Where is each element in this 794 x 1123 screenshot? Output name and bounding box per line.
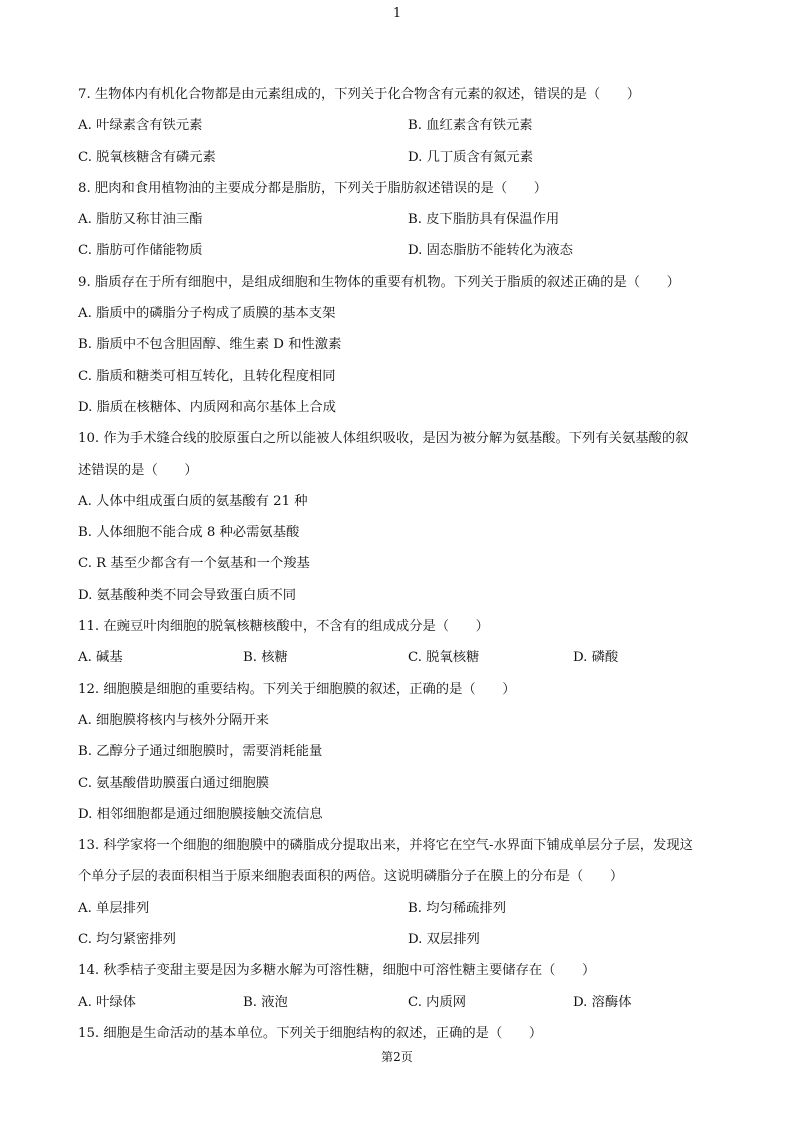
answer-option: A. 脂肪又称甘油三酯: [78, 212, 203, 228]
question-stem: 9. 脂质存在于所有细胞中，是组成细胞和生物体的重要有机物。下列关于脂质的叙述正确的是（ ）: [78, 274, 680, 290]
question-block: [78, 830, 738, 955]
answer-option: B. 皮下脂肪具有保温作用: [408, 212, 560, 228]
answer-option: D. 脂质在核糖体、内质网和高尔基体上合成: [78, 399, 336, 415]
question-block: [78, 674, 738, 830]
answer-option: C. 脱氧核糖含有磷元素: [78, 149, 216, 165]
option-row: [78, 893, 738, 924]
option-row: [78, 642, 738, 673]
option-row: [78, 924, 738, 955]
option-row: [78, 987, 738, 1018]
answer-option: D. 氨基酸种类不同会导致蛋白质不同: [78, 587, 297, 603]
answer-option: D. 几丁质含有氮元素: [408, 149, 534, 165]
answer-option: A. 叶绿素含有铁元素: [78, 118, 203, 134]
answer-option: C. 氨基酸借助膜蛋白通过细胞膜: [78, 775, 270, 791]
answer-option: B. 液泡: [243, 994, 288, 1010]
option-row: [78, 204, 738, 235]
answer-option: B. 乙醇分子通过细胞膜时，需要消耗能量: [78, 744, 323, 760]
page-number: 第2页: [381, 1050, 413, 1064]
question-stem: 8. 肥肉和食用植物油的主要成分都是脂肪，下列关于脂肪叙述错误的是（ ）: [78, 180, 548, 196]
answer-option: C. 内质网: [408, 994, 467, 1010]
option-row: [78, 110, 738, 141]
answer-option: D. 溶酶体: [573, 994, 632, 1010]
answer-option: A. 细胞膜将核内与核外分隔开来: [78, 712, 269, 728]
answer-option: A. 碱基: [78, 650, 123, 666]
answer-option: C. 脱氧核糖: [408, 650, 480, 666]
answer-option: B. 均匀稀疏排列: [408, 900, 507, 916]
question-stem: 个单分子层的表面积相当于原来细胞表面积的两倍。这说明磷脂分子在膜上的分布是（ ）: [78, 869, 624, 885]
question-block: [78, 79, 738, 173]
answer-option: D. 固态脂肪不能转化为液态: [408, 243, 573, 259]
question-block: [78, 611, 738, 674]
question-block: [78, 423, 738, 611]
answer-option: C. 均匀紧密排列: [78, 932, 176, 948]
answer-option: A. 脂质中的磷脂分子构成了质膜的基本支架: [78, 306, 336, 322]
answer-option: C. 脂质和糖类可相互转化，且转化程度相同: [78, 368, 336, 384]
question-stem: 11. 在豌豆叶肉细胞的脱氧核糖核酸中，不含有的组成成分是（ ）: [78, 619, 489, 635]
option-row: [78, 235, 738, 266]
answer-option: C. R 基至少都含有一个氨基和一个羧基: [78, 556, 310, 572]
answer-option: B. 脂质中不包含胆固醇、维生素 D 和性激素: [78, 337, 342, 353]
answer-option: B. 核糖: [243, 650, 288, 666]
question-stem: 12. 细胞膜是细胞的重要结构。下列关于细胞膜的叙述，正确的是（ ）: [78, 681, 516, 697]
answer-option: A. 叶绿体: [78, 994, 136, 1010]
question-stem: 13. 科学家将一个细胞的细胞膜中的磷脂成分提取出来，并将它在空气-水界面下铺成单层分子层，发现这: [78, 838, 693, 854]
page-top-mark: 1: [392, 6, 402, 21]
question-block: [78, 1018, 738, 1049]
question-stem: 10. 作为手术缝合线的胶原蛋白之所以能被人体组织吸收，是因为被分解为氨基酸。下列有关氨基酸的叙: [78, 431, 689, 447]
question-stem: 14. 秋季桔子变甜主要是因为多糖水解为可溶性糖，细胞中可溶性糖主要储存在（ ）: [78, 963, 596, 979]
question-block: [78, 955, 738, 1018]
answer-option: B. 血红素含有铁元素: [408, 118, 533, 134]
answer-option: C. 脂肪可作储能物质: [78, 243, 203, 259]
answer-option: B. 人体细胞不能合成 8 种必需氨基酸: [78, 525, 300, 541]
answer-option: D. 磷酸: [573, 650, 619, 666]
answer-option: A. 人体中组成蛋白质的氨基酸有 21 种: [78, 493, 308, 509]
question-stem: 15. 细胞是生命活动的基本单位。下列关于细胞结构的叙述，正确的是（ ）: [78, 1025, 543, 1041]
question-block: [78, 173, 738, 267]
question-stem: 7. 生物体内有机化合物都是由元素组成的，下列关于化合物含有元素的叙述，错误的是（ ）: [78, 87, 641, 102]
question-stem: 述错误的是（ ）: [78, 462, 198, 478]
answer-option: D. 双层排列: [408, 932, 480, 948]
answer-option: A. 单层排列: [78, 900, 150, 916]
option-row: [78, 142, 738, 173]
answer-option: D. 相邻细胞都是通过细胞膜接触交流信息: [78, 806, 323, 822]
question-list: [78, 79, 738, 1049]
question-block: [78, 267, 738, 423]
